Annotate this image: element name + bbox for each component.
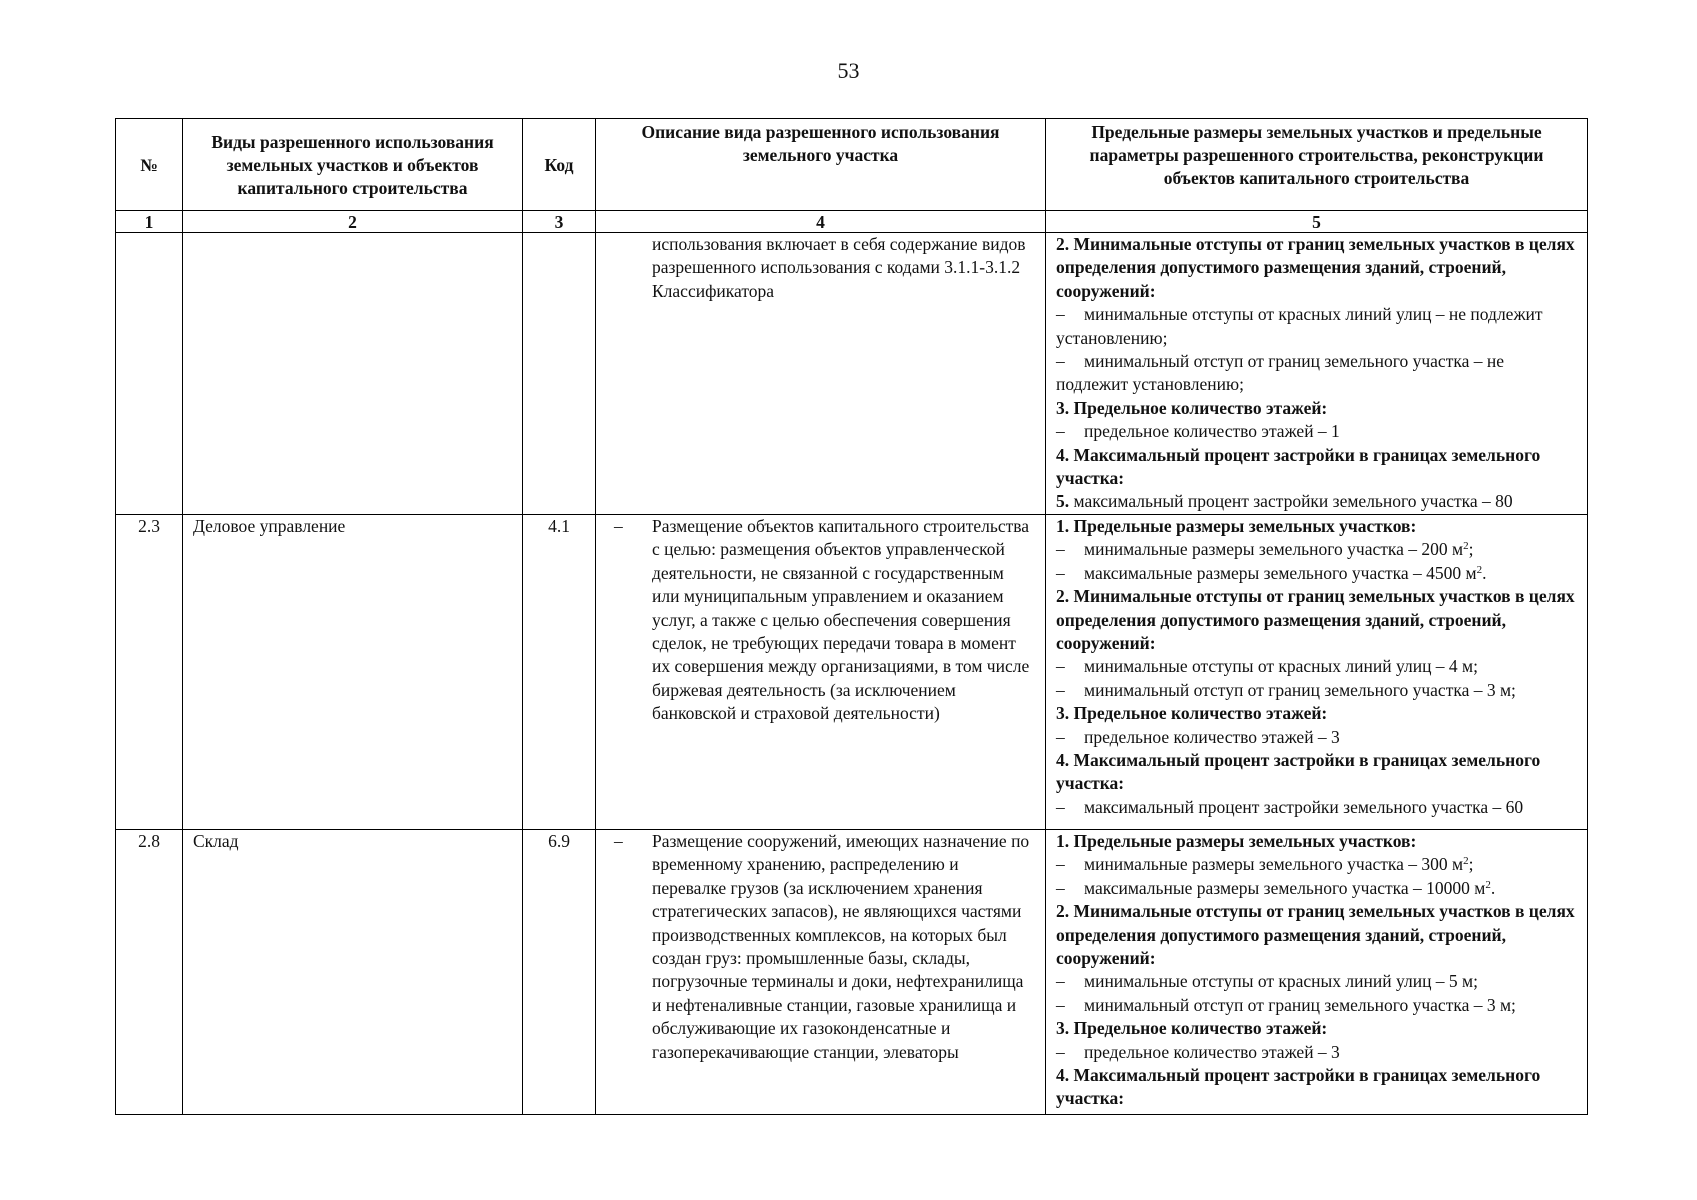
column-number: 1 xyxy=(116,211,183,233)
param-item: 5. максимальный процент застройки земельного участка – 80 xyxy=(1056,491,1513,512)
param-item: – минимальные размеры земельного участка – 300 $м^2$; xyxy=(1056,854,1474,875)
list-dash: – xyxy=(614,830,623,851)
row-description: использования включает в себя содержание видов разрешенного использования с кодами 3.1.1-3.1.2 Классификатора xyxy=(596,233,1046,515)
list-dash: – xyxy=(614,515,623,536)
param-item: – предельное количество этажей – 3 xyxy=(1056,1041,1340,1062)
table-row xyxy=(116,233,1588,515)
description-text: Размещение сооружений, имеющих назначение по временному хранению, распределению и перевалке грузов (за исключением хранения стратегических запасов), не являющихся частями производственных комплексов, на которых был создан груз: промышленные базы, склады, погрузочные терминалы и доки, нефтехранилища и нефтеналивные станции, газовые хранилища и обслуживающие их газоконденсатные и газоперекачивающие станции, элеваторы xyxy=(652,830,1030,1062)
param-heading: 1. Предельные размеры земельных участков: xyxy=(1056,515,1417,536)
param-heading: 2. Минимальные отступы от границ земельных участков в целях определения допустимого размещения зданий, строений, сооружений: xyxy=(1056,901,1575,968)
column-number: 4 xyxy=(596,211,1046,233)
param-heading: 2. Минимальные отступы от границ земельных участков в целях определения допустимого размещения зданий, строений, сооружений: xyxy=(1056,234,1575,301)
row-parameters xyxy=(1046,829,1588,1114)
row-number: 2.8 xyxy=(116,829,183,1114)
row-description xyxy=(596,829,1046,1114)
param-item: – максимальный процент застройки земельного участка – 60 xyxy=(1056,796,1524,817)
row-parameters xyxy=(1046,233,1588,515)
header-description: Описание вида разрешенного использования земельного участка xyxy=(596,119,1046,211)
param-heading: 4. Максимальный процент застройки в границах земельного участка: xyxy=(1056,444,1541,489)
header-code: Код xyxy=(523,119,596,211)
row-use-type: Деловое управление xyxy=(183,514,523,829)
table-row xyxy=(116,514,1588,829)
row-use-type xyxy=(183,233,523,515)
param-item: – минимальные отступы от красных линий улиц – 4 м; xyxy=(1056,656,1478,677)
param-item: – минимальный отступ от границ земельного участка – 3 м; xyxy=(1056,679,1516,700)
header-parameters: Предельные размеры земельных участков и предельные параметры разрешенного строительства, реконструкции объектов капитального строительства xyxy=(1046,119,1588,211)
param-heading: 1. Предельные размеры земельных участков: xyxy=(1056,830,1417,851)
header-use-types: Виды разрешенного использования земельных участков и объектов капитального строительства xyxy=(183,119,523,211)
param-item: – предельное количество этажей – 3 xyxy=(1056,726,1340,747)
row-code xyxy=(523,233,596,515)
column-number: 2 xyxy=(183,211,523,233)
row-description xyxy=(596,514,1046,829)
param-item: – минимальный отступ от границ земельного участка – 3 м; xyxy=(1056,994,1516,1015)
param-heading: 3. Предельное количество этажей: xyxy=(1056,703,1328,724)
column-number: 5 xyxy=(1046,211,1588,233)
param-heading: 2. Минимальные отступы от границ земельных участков в целях определения допустимого размещения зданий, строений, сооружений: xyxy=(1056,586,1575,653)
header-number: № xyxy=(116,119,183,211)
column-number: 3 xyxy=(523,211,596,233)
row-number: 2.3 xyxy=(116,514,183,829)
description-text: Размещение объектов капитального строительства с целью: размещения объектов управленческой деятельности, не связанной с государственным или муниципальным управлением и оказанием услуг, а также с целью обеспечения совершения сделок, не требующих передачи товара в момент их совершения между организациями, в том числе биржевая деятельность (за исключением банковской и страховой деятельности) xyxy=(652,515,1030,724)
param-item: – минимальные отступы от красных линий улиц – 5 м; xyxy=(1056,971,1478,992)
row-use-type: Склад xyxy=(183,829,523,1114)
page-number: 53 xyxy=(837,58,860,83)
row-code: 4.1 xyxy=(523,514,596,829)
table-header-row xyxy=(116,119,1588,211)
land-use-table xyxy=(115,118,1588,1115)
param-item: – максимальные размеры земельного участка – 4500 $м^2$. xyxy=(1056,562,1487,583)
param-heading: 4. Максимальный процент застройки в границах земельного участка: xyxy=(1056,749,1541,794)
param-heading: 4. Максимальный процент застройки в границах земельного участка: xyxy=(1056,1064,1541,1109)
param-item: – минимальные размеры земельного участка – 200 $м^2$; xyxy=(1056,539,1474,560)
table-row xyxy=(116,829,1588,1114)
param-heading: 3. Предельное количество этажей: xyxy=(1056,397,1328,418)
param-item: – предельное количество этажей – 1 xyxy=(1056,421,1340,442)
param-item: – минимальные отступы от красных линий улиц – не подлежит установлению; xyxy=(1056,304,1543,348)
param-item: – минимальный отступ от границ земельного участка – не подлежит установлению; xyxy=(1056,351,1504,395)
row-code: 6.9 xyxy=(523,829,596,1114)
row-number xyxy=(116,233,183,515)
column-number-row xyxy=(116,211,1588,233)
param-heading: 3. Предельное количество этажей: xyxy=(1056,1018,1328,1039)
row-parameters xyxy=(1046,514,1588,829)
param-item: – максимальные размеры земельного участка – 10000 $м^2$. xyxy=(1056,877,1496,898)
